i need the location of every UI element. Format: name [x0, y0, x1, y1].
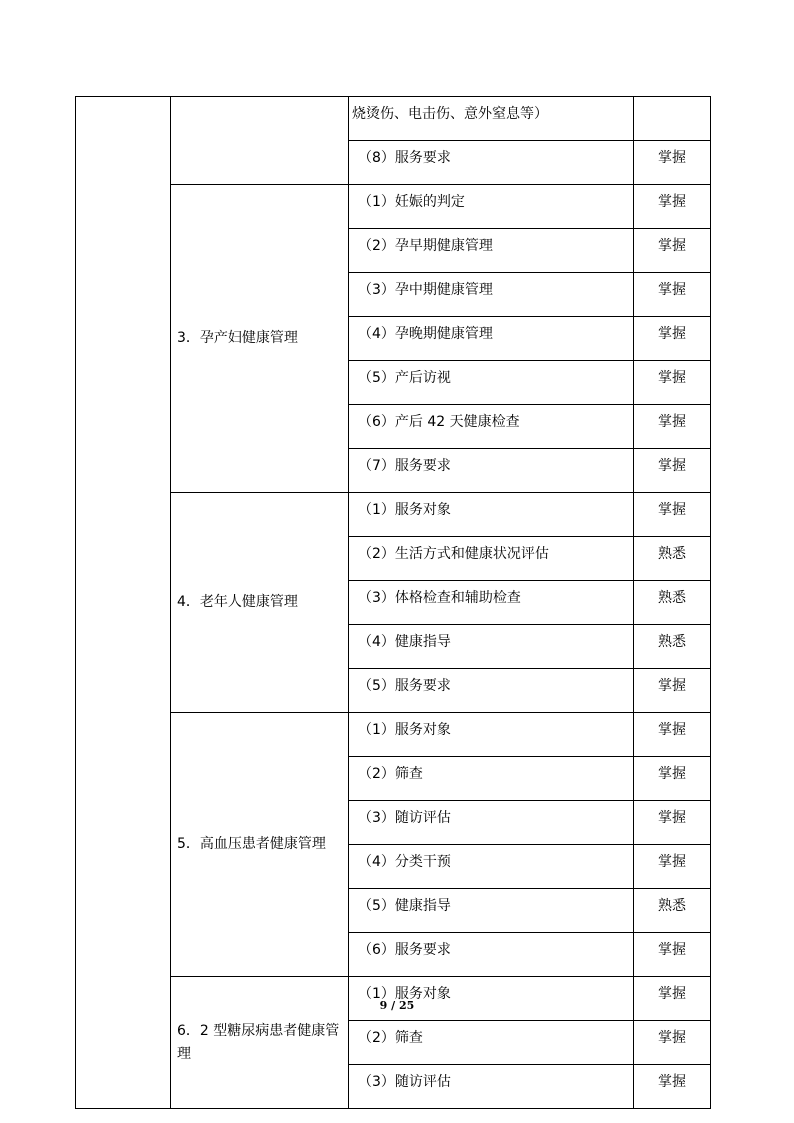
level-cell: 掌握 [634, 141, 711, 185]
table-row [76, 493, 711, 537]
content-cell: （1）服务对象 [349, 493, 634, 537]
content-cell: （1）服务对象 [349, 713, 634, 757]
level-cell: 掌握 [634, 493, 711, 537]
table-row [76, 185, 711, 229]
content-cell: （4）分类干预 [349, 845, 634, 889]
content-cell: （2）筛查 [349, 757, 634, 801]
section-title: 5．高血压患者健康管理 [171, 713, 349, 977]
level-cell: 掌握 [634, 933, 711, 977]
content-cell: （3）孕中期健康管理 [349, 273, 634, 317]
level-cell: 掌握 [634, 845, 711, 889]
level-cell: 掌握 [634, 669, 711, 713]
level-cell: 掌握 [634, 405, 711, 449]
content-cell: （1）服务对象 [349, 977, 634, 1021]
level-cell: 掌握 [634, 977, 711, 1021]
content-cell: （6）产后 42 天健康检查 [349, 405, 634, 449]
level-cell: 掌握 [634, 185, 711, 229]
table-row [76, 713, 711, 757]
content-cell: （2）孕早期健康管理 [349, 229, 634, 273]
level-cell: 掌握 [634, 229, 711, 273]
content-cell: （4）孕晚期健康管理 [349, 317, 634, 361]
page-number: 9 / 25 [379, 999, 415, 1012]
level-cell: 掌握 [634, 449, 711, 493]
content-cell: （3）随访评估 [349, 801, 634, 845]
content-cell: （5）产后访视 [349, 361, 634, 405]
syllabus-table [75, 96, 711, 1109]
content-cell: （8）服务要求 [349, 141, 634, 185]
content-cell: （5）健康指导 [349, 889, 634, 933]
content-cell: （7）服务要求 [349, 449, 634, 493]
section-title: 4．老年人健康管理 [171, 493, 349, 713]
level-cell: 熟悉 [634, 537, 711, 581]
content-cell: （1）妊娠的判定 [349, 185, 634, 229]
level-cell: 掌握 [634, 1065, 711, 1109]
content-cell: （5）服务要求 [349, 669, 634, 713]
level-cell: 掌握 [634, 317, 711, 361]
table-row [76, 97, 711, 141]
category-cell [76, 97, 171, 1109]
content-cell: （2）筛查 [349, 1021, 634, 1065]
level-cell: 掌握 [634, 273, 711, 317]
level-cell: 掌握 [634, 757, 711, 801]
section-cell [171, 97, 349, 185]
content-cell: （4）健康指导 [349, 625, 634, 669]
section-title: 6．2 型糖尿病患者健康管理 [171, 977, 349, 1109]
content-cell: （2）生活方式和健康状况评估 [349, 537, 634, 581]
content-cell: （3）体格检查和辅助检查 [349, 581, 634, 625]
content-cell: （3）随访评估 [349, 1065, 634, 1109]
level-cell [634, 97, 711, 141]
level-cell: 掌握 [634, 1021, 711, 1065]
level-cell: 掌握 [634, 361, 711, 405]
level-cell: 熟悉 [634, 625, 711, 669]
level-cell: 掌握 [634, 801, 711, 845]
level-cell: 熟悉 [634, 581, 711, 625]
level-cell: 掌握 [634, 713, 711, 757]
section-title: 3．孕产妇健康管理 [171, 185, 349, 493]
level-cell: 熟悉 [634, 889, 711, 933]
content-cell: 烧烫伤、电击伤、意外窒息等） [349, 97, 634, 141]
content-cell: （6）服务要求 [349, 933, 634, 977]
